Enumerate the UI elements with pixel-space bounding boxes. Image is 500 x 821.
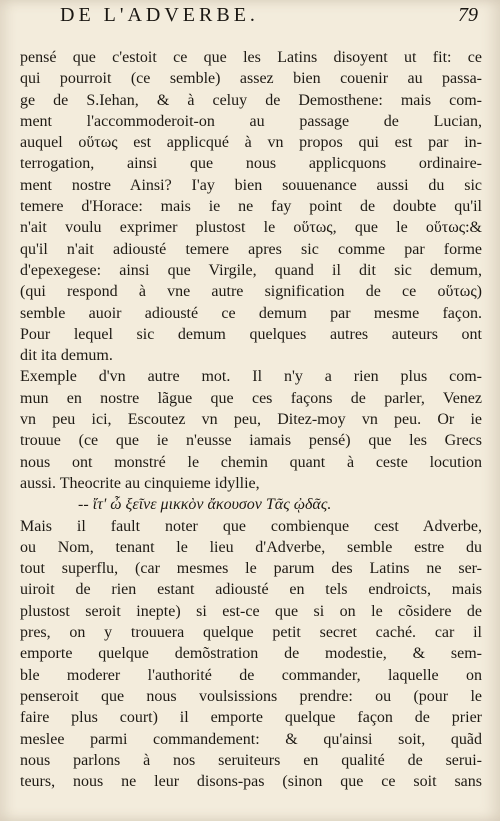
text-line: Mais il fault noter que combienque cest Adverbe, bbox=[20, 517, 482, 535]
text-line: trouue (ce que ie n'eusse iamais pensé) que les Grecs bbox=[20, 432, 482, 450]
text-line: meslee parmi commandement: & qu'ainsi soit, quãd bbox=[20, 730, 482, 748]
text-line: d'epexegese: ainsi que Virgile, quand il dit sic demum, bbox=[20, 261, 482, 279]
greek-quotation: -- ἴτ' ὦ ξεῖνε μικκὸν ἄκουσον Τᾶς ᾠδᾶς. bbox=[78, 496, 332, 514]
text-line: faire plus court) il emporte quelque façon de prier bbox=[20, 709, 482, 727]
text-line: ou Nom, tenant le lieu d'Adverbe, semble estre du bbox=[20, 538, 482, 556]
text-line: semble auoir adiousté ce demum par mesme façon. bbox=[20, 304, 482, 322]
text-line: ble moderer l'authorité de commander, laquelle on bbox=[20, 666, 482, 684]
running-title: DE L'ADVERBE. bbox=[60, 4, 259, 26]
text-line: plustost seroit inepte) si est-ce que si on le cõsidere de bbox=[20, 602, 482, 620]
text-line: temere d'Horace: mais ie ne fay point de doubte qu'il bbox=[20, 198, 482, 216]
text-line: pensé que c'estoit ce que les Latins disoyent ut fit: ce bbox=[20, 49, 482, 66]
text-line: ge de S.Iehan, & à celuy de Demosthene: mais com- bbox=[20, 91, 482, 109]
text-line: ment l'accommoderoit-on au passage de Lucian, bbox=[20, 112, 482, 130]
text-line: pres, on y trouuera quelque petit secret caché. car il bbox=[20, 624, 482, 642]
text-line: aussi. Theocrite au cinquieme idyllie, bbox=[20, 474, 260, 492]
text-line: ment nostre Ainsi? I'ay bien souuenance aussi du sic bbox=[20, 176, 482, 194]
text-line: nous ont monstré le chemin quant à ceste locution bbox=[20, 453, 482, 471]
text-line: (qui respond à vne autre signification de ce οὕτως) bbox=[20, 283, 482, 301]
text-line: Exemple d'vn autre mot. Il n'y a rien plus com- bbox=[20, 368, 482, 386]
page-header bbox=[20, 4, 478, 34]
text-line: auquel οὕτως est applicqué à vn propos qui est par in- bbox=[20, 134, 482, 152]
text-line: emporte quelque demõstration de modestie, & sem- bbox=[20, 645, 482, 663]
text-line: penseroit que nous voulsissions prendre: ou (pour le bbox=[20, 687, 482, 705]
text-line: uiroit de rien estant adiousté en tels endroicts, mais bbox=[20, 581, 482, 599]
text-line: teurs, nous ne leur disons-pas (sinon que ce soit sans bbox=[20, 773, 482, 791]
text-line: dit ita demum. bbox=[20, 347, 113, 365]
text-line: terrogation, ainsi que nous applicquons ordinaire- bbox=[20, 155, 482, 173]
text-line: n'ait voulu exprimer plustost le οὕτως, que le οὕτως:& bbox=[20, 219, 482, 237]
text-line: vn peu ici, Escoutez vn peu, Ditez-moy vn peu. Or ie bbox=[20, 411, 482, 429]
text-line: mun en nostre lãgue que ces façons de parler, Venez bbox=[20, 389, 482, 407]
body-text bbox=[20, 47, 482, 792]
text-line: Pour lequel sic demum quelques autres auteurs ont bbox=[20, 325, 482, 343]
page-number: 79 bbox=[458, 4, 478, 26]
text-line: tout superflu, (car mesmes le parum des Latins ne ser- bbox=[20, 560, 482, 578]
text-line: qui pourroit (ce semble) assez bien couenir au passa- bbox=[20, 70, 482, 88]
text-line: qu'il n'ait adiousté temere apres sic comme par forme bbox=[20, 240, 482, 258]
text-line: nous parlons à nos seruiteurs en qualité de serui- bbox=[20, 751, 482, 769]
